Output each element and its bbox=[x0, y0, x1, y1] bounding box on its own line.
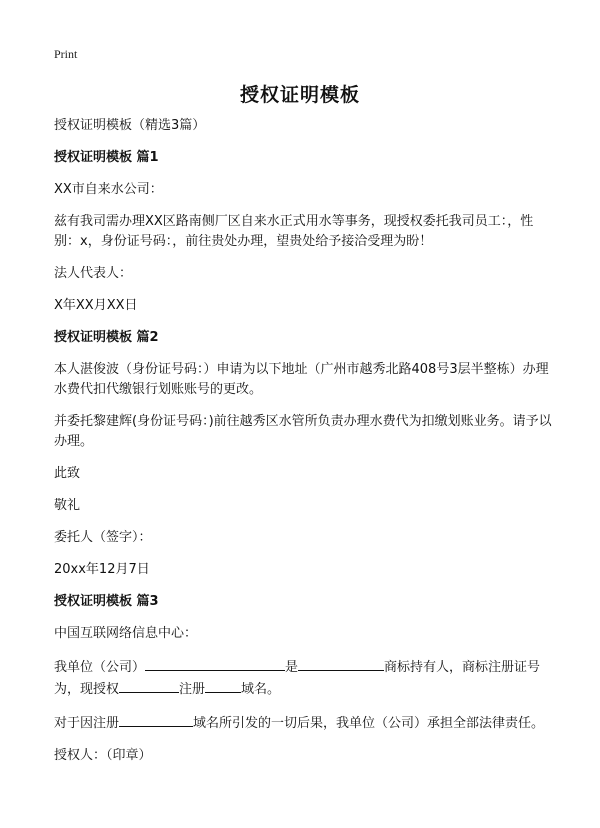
page-title: 授权证明模板 bbox=[239, 84, 360, 106]
section2-para1: 本人湛俊波（身份证号码：）申请为以下地址（广州市越秀北路408号3层半整栋）办理水费代扣代缴银行划账账号的更改。 bbox=[54, 362, 549, 397]
blank-line bbox=[119, 678, 179, 693]
document-subtitle: 授权证明模板（精选3篇） bbox=[54, 118, 206, 133]
section2-para2: 并委托黎建辉(身份证号码：)前往越秀区水管所负责办理水费代为扣缴划账业务。请予以办理。 bbox=[54, 414, 552, 449]
section2-closing1: 此致 bbox=[54, 466, 81, 481]
section2-closing2: 敬礼 bbox=[54, 498, 81, 513]
document-body bbox=[54, 116, 554, 778]
blank-line bbox=[205, 678, 241, 693]
section1-date: X年XX月XX日 bbox=[54, 298, 138, 313]
section1-body: 兹有我司需办理XX区路南侧厂区自来水正式用水等事务，现授权委托我司员工：，性别：x，身份证号码：，前往贵处办理，望贵处给予接洽受理为盼！ bbox=[54, 214, 534, 249]
blank-line bbox=[145, 656, 285, 671]
section3-para2 bbox=[54, 712, 554, 734]
section3-addressee: 中国互联网络信息中心： bbox=[54, 626, 198, 641]
section3-p1-d: 注册 bbox=[179, 682, 206, 697]
section3-p2-b: 域名所引发的一切后果，我单位（公司）承担全部法律责任。 bbox=[193, 716, 545, 731]
section1-legal-rep: 法人代表人： bbox=[54, 266, 133, 281]
section-heading-2: 授权证明模板 篇2 bbox=[54, 330, 159, 345]
blank-line bbox=[298, 656, 384, 671]
section-heading-1: 授权证明模板 篇1 bbox=[54, 150, 159, 165]
section2-signer: 委托人（签字）： bbox=[54, 530, 152, 545]
section3-authorizer: 授权人：（印章） bbox=[54, 748, 152, 763]
print-link[interactable]: Print bbox=[54, 47, 78, 61]
section1-addressee: XX市自来水公司： bbox=[54, 182, 163, 197]
section3-p1-e: 域名。 bbox=[241, 682, 281, 697]
section2-date: 20xx年12月7日 bbox=[54, 562, 150, 577]
section-heading-3: 授权证明模板 篇3 bbox=[54, 594, 159, 609]
section3-p2-a: 对于因注册 bbox=[54, 716, 120, 731]
section3-p1-b: 是 bbox=[285, 660, 299, 675]
blank-line bbox=[119, 712, 193, 727]
section3-p1-c: 商标持有人，商标注册证号为，现授权 bbox=[54, 660, 541, 697]
section3-para1 bbox=[54, 656, 554, 700]
section3-p1-a: 我单位（公司） bbox=[54, 660, 146, 675]
